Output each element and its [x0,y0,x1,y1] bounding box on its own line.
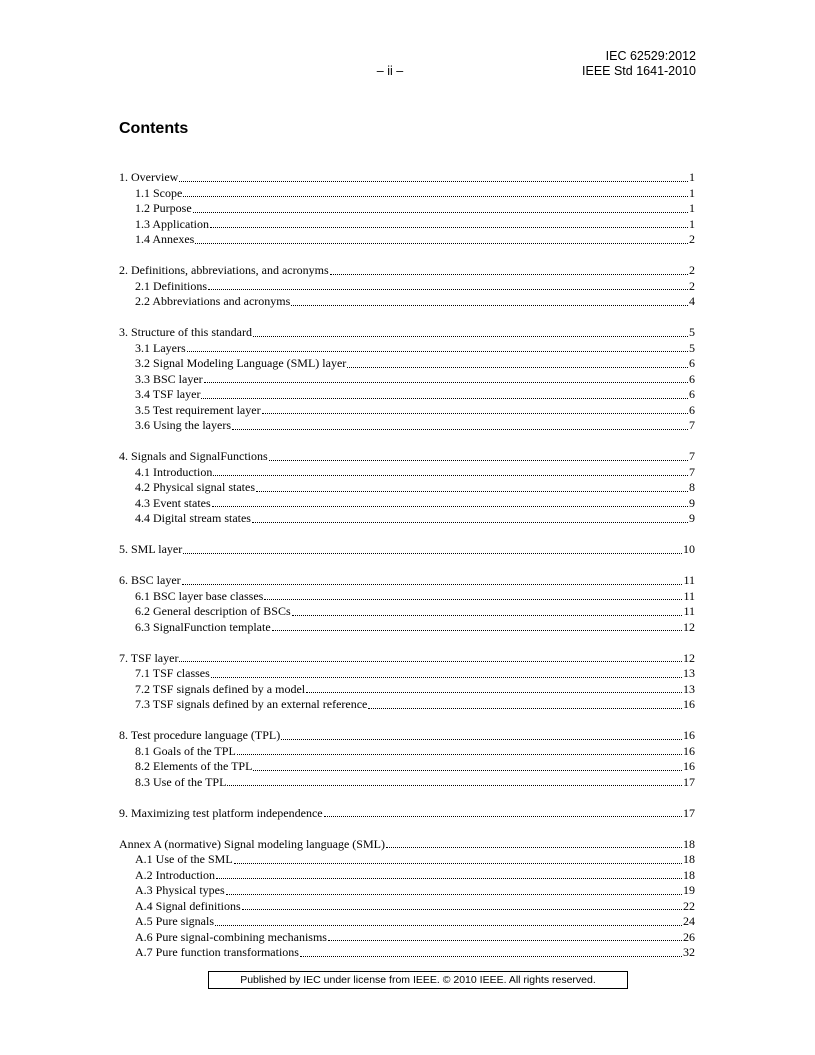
dot-leader [256,490,688,492]
toc-entry-title: 1.2 Purpose [135,201,192,215]
dot-leader [227,784,682,786]
toc-entry-page: 9 [689,495,695,510]
toc-subsection-entry[interactable] [119,620,695,636]
toc-entry-title: 3. Structure of this standard [119,325,252,339]
toc-entry-title: 3.4 TSF layer [135,387,201,401]
toc-entry-page: 12 [683,650,695,665]
toc-entry-title: 1.4 Annexes [135,232,195,246]
dot-leader [232,428,688,430]
copyright-footer: Published by IEC under license from IEEE. © 2010 IEEE. All rights reserved. [208,971,628,989]
toc-entry-title: 2.1 Definitions [135,278,207,293]
toc-entry-page: 12 [683,619,695,634]
toc-entry-title: 3.2 Signal Modeling Language (SML) layer [135,356,347,370]
toc-section-entry[interactable] [119,837,695,853]
dot-leader [281,738,682,740]
toc-subsection-entry[interactable] [119,945,695,961]
toc-entry-title: 4. Signals and SignalFunctions [119,449,268,463]
toc-entry-page: 1 [689,201,695,215]
dot-leader [195,242,688,244]
toc-subsection-entry[interactable] [119,186,695,202]
toc-subsection-entry[interactable] [119,759,695,775]
toc-subsection-entry[interactable] [119,511,695,527]
dot-leader [237,753,682,755]
toc-entry-title: A.5 Pure signals [135,914,214,928]
toc-section-entry[interactable] [119,263,695,279]
toc-section-entry[interactable] [119,449,695,465]
dot-leader [386,846,682,848]
toc-subsection-entry[interactable] [119,930,695,946]
dot-leader [183,195,688,197]
dot-leader [330,273,688,275]
toc-subsection-entry[interactable] [119,914,695,930]
toc-subsection-entry[interactable] [119,372,695,388]
toc-entry-page: 13 [683,681,695,696]
toc-section [119,263,695,310]
toc-entry-title: 7.3 TSF signals defined by an external reference [135,697,368,711]
toc-entry-page: 24 [683,914,695,928]
toc-entry-page: 6 [689,371,695,386]
toc-entry-title: 4.3 Event states [135,495,211,510]
toc-subsection-entry[interactable] [119,201,695,217]
toc-subsection-entry[interactable] [119,403,695,419]
toc-subsection-entry[interactable] [119,341,695,357]
toc-entry-title: 6.3 SignalFunction template [135,619,271,634]
toc-entry-title: 6.2 General description of BSCs [135,604,291,618]
dot-leader [179,180,688,182]
toc-entry-page: 1 [689,216,695,231]
toc-subsection-entry[interactable] [119,868,695,884]
toc-subsection-entry[interactable] [119,217,695,233]
dot-leader [211,676,682,678]
toc-subsection-entry[interactable] [119,465,695,481]
toc-entry-page: 6 [689,387,695,401]
toc-entry-title: 3.3 BSC layer [135,371,203,386]
toc-entry-page: 22 [683,898,695,913]
dot-leader [215,924,682,926]
toc-entry-title: 3.6 Using the layers [135,418,231,432]
toc-subsection-entry[interactable] [119,387,695,403]
toc-section [119,837,695,961]
dot-leader [272,629,682,631]
toc-subsection-entry[interactable] [119,480,695,496]
toc-subsection-entry[interactable] [119,899,695,915]
toc-section-entry[interactable] [119,651,695,667]
toc-entry-title: 3.1 Layers [135,340,186,355]
toc-subsection-entry[interactable] [119,418,695,434]
toc-subsection-entry[interactable] [119,294,695,310]
dot-leader [300,955,682,957]
ieee-standard-number: IEEE Std 1641-2010 [582,64,696,78]
toc-entry-title: 6.1 BSC layer base classes [135,588,264,603]
toc-entry-page: 18 [683,836,695,851]
toc-entry-title: A.1 Use of the SML [135,852,233,866]
toc-entry-page: 16 [683,759,695,773]
toc-entry-page: 7 [689,418,695,432]
toc-entry-page: 2 [689,232,695,246]
toc-section [119,325,695,434]
toc-subsection-entry[interactable] [119,883,695,899]
dot-leader [328,939,682,941]
toc-subsection-entry[interactable] [119,604,695,620]
toc-entry-page: 13 [683,666,695,680]
toc-entry-title: 1.3 Application [135,216,209,231]
toc-entry-page: 6 [689,356,695,370]
toc-entry-title: 1. Overview [119,170,179,184]
toc-subsection-entry[interactable] [119,356,695,372]
dot-leader [210,226,688,228]
toc-entry-page: 18 [683,867,695,882]
toc-entry-title: 2.2 Abbreviations and acronyms [135,294,291,308]
dot-leader [368,707,682,709]
toc-section [119,728,695,790]
toc-entry-page: 6 [689,402,695,417]
toc-entry-page: 17 [683,774,695,789]
toc-subsection-entry[interactable] [119,232,695,248]
dot-leader [291,304,688,306]
toc-entry-title: 9. Maximizing test platform independence [119,805,323,820]
toc-entry-title: 4.1 Introduction [135,464,213,479]
toc-subsection-entry[interactable] [119,666,695,682]
toc-entry-title: A.3 Physical types [135,883,225,897]
toc-entry-page: 17 [683,805,695,820]
toc-subsection-entry[interactable] [119,496,695,512]
dot-leader [213,474,688,476]
dot-leader [212,505,688,507]
toc-subsection-entry[interactable] [119,775,695,791]
iec-standard-number: IEC 62529:2012 [605,49,696,63]
toc-entry-title: 8.3 Use of the TPL [135,774,227,789]
toc-entry-title: 8.1 Goals of the TPL [135,743,236,758]
dot-leader [179,660,682,662]
toc-entry-page: 16 [683,697,695,711]
toc-entry-page: 7 [689,449,695,463]
toc-subsection-entry[interactable] [119,682,695,698]
toc-entry-title: A.6 Pure signal-combining mechanisms [135,929,327,944]
toc-entry-title: 8. Test procedure language (TPL) [119,728,281,742]
toc-section [119,449,695,527]
toc-entry-page: 2 [689,263,695,277]
standard-designation [582,49,696,79]
page-title: Contents [119,120,189,137]
dot-leader [208,288,688,290]
dot-leader [183,552,682,554]
toc-entry-title: 7.1 TSF classes [135,666,210,680]
toc-entry-title: 2. Definitions, abbreviations, and acronyms [119,263,329,277]
dot-leader [242,908,682,910]
toc-section [119,170,695,248]
toc-section-entry[interactable] [119,806,695,822]
toc-entry-title: 6. BSC layer [119,573,181,587]
dot-leader [234,862,682,864]
dot-leader [216,877,682,879]
toc-entry-page: 18 [683,852,695,866]
toc-section-entry[interactable] [119,170,695,186]
toc-section [119,806,695,822]
toc-section-entry[interactable] [119,542,695,558]
toc-entry-title: 7.2 TSF signals defined by a model [135,681,306,696]
toc-entry-title: A.2 Introduction [135,867,215,882]
toc-section [119,542,695,558]
dot-leader [253,769,682,771]
toc-entry-page: 19 [683,883,695,897]
toc-section-entry[interactable] [119,325,695,341]
dot-leader [264,598,682,600]
toc-section [119,573,695,635]
dot-leader [269,459,688,461]
toc-entry-title: 8.2 Elements of the TPL [135,759,253,773]
toc-entry-title: 3.5 Test requirement layer [135,402,261,417]
toc-subsection-entry[interactable] [119,852,695,868]
toc-entry-title: Annex A (normative) Signal modeling language (SML) [119,836,385,851]
dot-leader [226,893,682,895]
toc-entry-page: 7 [689,464,695,479]
dot-leader [201,397,688,399]
dot-leader [306,691,682,693]
page-number: – ii – [376,64,404,78]
toc-entry-page: 10 [683,542,695,556]
toc-entry-title: A.7 Pure function transformations [135,945,299,959]
toc-subsection-entry[interactable] [119,744,695,760]
toc-entry-page: 4 [689,294,695,308]
toc-entry-page: 5 [689,325,695,339]
toc-entry-page: 32 [683,945,695,959]
dot-leader [347,366,688,368]
toc-entry-page: 2 [689,278,695,293]
toc-entry-page: 1 [689,170,695,184]
toc-subsection-entry[interactable] [119,279,695,295]
dot-leader [193,211,688,213]
toc-entry-page: 11 [683,604,695,618]
toc-entry-title: 4.4 Digital stream states [135,511,251,525]
dot-leader [324,815,682,817]
toc-subsection-entry[interactable] [119,697,695,713]
toc-entry-page: 5 [689,340,695,355]
toc-entry-page: 16 [683,743,695,758]
toc-entry-page: 1 [689,185,695,200]
toc-entry-page: 11 [683,588,695,603]
toc-entry-title: A.4 Signal definitions [135,898,241,913]
toc-section [119,651,695,713]
table-of-contents [119,170,695,976]
toc-entry-page: 9 [689,511,695,525]
dot-leader [292,614,683,616]
toc-entry-page: 16 [683,728,695,742]
toc-section-entry[interactable] [119,573,695,589]
toc-section-entry[interactable] [119,728,695,744]
dot-leader [187,350,688,352]
dot-leader [204,381,688,383]
dot-leader [252,521,688,523]
dot-leader [253,335,688,337]
toc-entry-title: 1.1 Scope [135,185,183,200]
toc-entry-title: 4.2 Physical signal states [135,480,255,494]
toc-entry-page: 11 [683,573,695,587]
toc-entry-page: 8 [689,480,695,494]
toc-entry-title: 5. SML layer [119,542,183,556]
toc-subsection-entry[interactable] [119,589,695,605]
toc-entry-page: 26 [683,929,695,944]
toc-entry-title: 7. TSF layer [119,650,179,665]
dot-leader [262,412,688,414]
dot-leader [182,583,683,585]
